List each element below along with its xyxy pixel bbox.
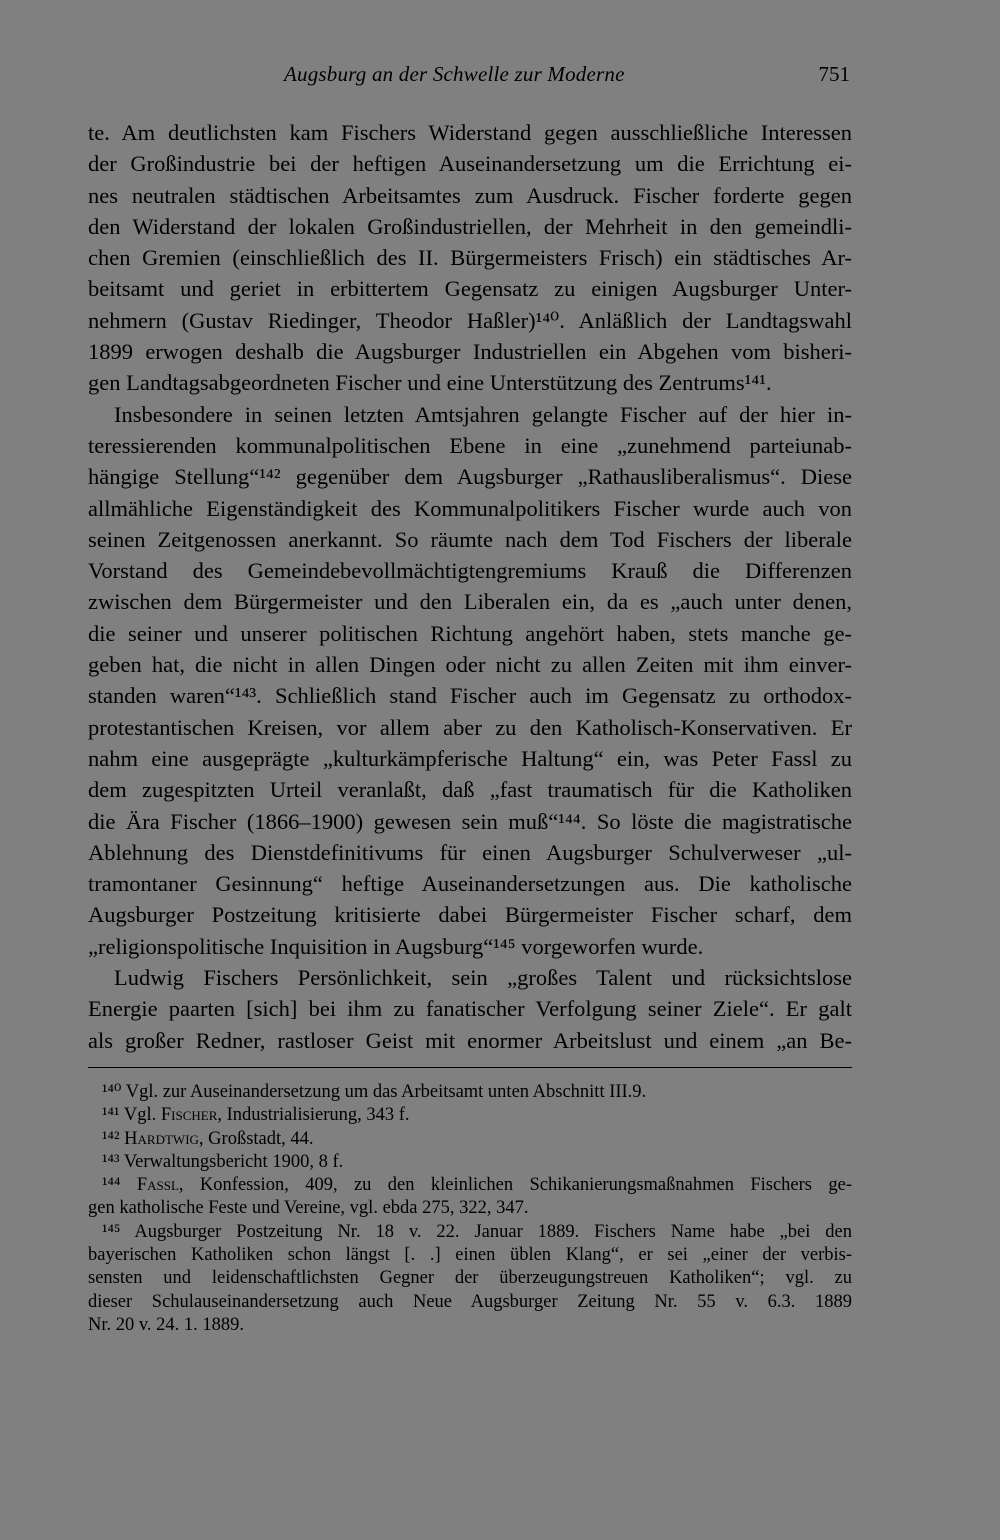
footnote-141 [88,1104,852,1127]
body-line: die Ära Fischer (1866–1900) gewesen sein muß“¹⁴⁴. So löste die magistratische [88,808,852,834]
footnotes [88,1081,852,1337]
body-line: Energie paarten [sich] bei ihm zu fanatischer Verfolgung seiner Ziele“. Er galt [88,996,852,1022]
footnote-text: Vgl. [123,1105,161,1126]
footnote-text: bayerischen Katholiken schon längst [. .] einen üblen Klang“, er sei „einer der verbis- [88,1245,852,1266]
body-line: zwischen dem Bürgermeister und den Liberalen ein, da es „auch unter denen, [88,589,852,615]
body-line: der Großindustrie bei der heftigen Auseinandersetzung um die Errichtung ei- [88,151,852,177]
footnote-text: , Großstadt, 44. [198,1128,314,1149]
body-line: „religionspolitische Inquisition in Augsburg“¹⁴⁵ vorgeworfen wurde. [88,933,704,959]
body-line: 1899 erwogen deshalb die Augsburger Industriellen ein Abgehen vom bisheri- [88,339,852,365]
body-line: tramontaner Gesinnung“ heftige Auseinandersetzungen aus. Die katholische [88,871,852,897]
body-line: Insbesondere in seinen letzten Amtsjahren gelangte Fischer auf der hier in- [114,401,852,427]
footnote-text: , Industrialisierung, 343 f. [217,1105,410,1126]
running-head [88,62,852,94]
footnote-text: gen katholische Feste und Vereine, vgl. ebda 275, 322, 347. [88,1198,529,1219]
body-line: Ludwig Fischers Persönlichkeit, sein „großes Talent und rücksichtslose [114,965,852,991]
body-line: dem zugespitzten Urteil veranlaßt, daß „fast traumatisch für die Katholiken [88,777,852,803]
body-line: gen Landtagsabgeordneten Fischer und eine Unterstützung des Zentrums¹⁴¹. [88,370,772,396]
footnote-author: Fassl [136,1175,179,1196]
body-text [88,117,852,1056]
footnote-divider [88,1067,852,1068]
body-line: Augsburger Postzeitung kritisierte dabei Bürgermeister Fischer scharf, dem [88,902,852,928]
footnote-144-cont [88,1197,852,1220]
footnote-144 [88,1174,852,1197]
body-line: als großer Redner, rastloser Geist mit enormer Arbeitslust und einem „an Be- [88,1027,852,1053]
footnote-number: ¹⁴³ [102,1151,120,1172]
body-line: Ablehnung des Dienstdefinitivums für einen Augsburger Schulverweser „ul- [88,839,852,865]
footnote-145 [88,1221,852,1244]
body-line: standen waren“¹⁴³. Schließlich stand Fischer auch im Gegensatz zu orthodox- [88,683,852,709]
footnote-text: , Konfession, 409, zu den kleinlichen Schikanierungsmaßnahmen Fischers ge- [178,1175,852,1196]
footnote-143 [88,1151,852,1174]
body-line: seinen Zeitgenossen anerkannt. So räumte nach dem Tod Fischers der liberale [88,526,852,552]
body-line: die seiner und unserer politischen Richtung angehört haben, stets manche ge- [88,620,852,646]
body-line: beitsamt und geriet in erbittertem Gegensatz zu einigen Augsburger Unter- [88,276,852,302]
footnote-author: Fischer [160,1105,218,1126]
footnote-text: sensten und leidenschaftlichsten Gegner der überzeugungstreuen Katholiken“; vgl. zu [88,1268,852,1289]
footnote-145-cont [88,1244,852,1267]
footnote-145-cont [88,1291,852,1314]
footnote-author: Hardtwig [124,1128,199,1149]
footnote-142 [88,1128,852,1151]
footnote-text: Augsburger Postzeitung Nr. 18 v. 22. Januar 1889. Fischers Name habe „bei den [134,1221,852,1242]
footnote-text: Nr. 20 v. 24. 1. 1889. [88,1314,245,1335]
body-line: teressierenden kommunalpolitischen Ebene in eine „zunehmend parteiunab- [88,432,852,458]
footnote-number: ¹⁴⁴ [102,1175,121,1196]
footnote-145-cont [88,1314,852,1337]
running-title: Augsburg an der Schwelle zur Moderne [284,62,625,86]
footnote-number: ¹⁴¹ [102,1105,120,1126]
body-line: protestantischen Kreisen, vor allem aber zu den Katholisch-Konservativen. Er [88,714,852,740]
body-line: den Widerstand der lokalen Großindustriellen, der Mehrheit in den gemeindli- [88,213,852,239]
body-line: te. Am deutlichsten kam Fischers Widerstand gegen ausschließliche Interessen [88,120,852,145]
footnote-number: ¹⁴⁰ [102,1082,122,1102]
body-line: nahm eine ausgeprägte „kulturkämpferische Haltung“ ein, was Peter Fassl zu [88,745,852,771]
body-line: allmähliche Eigenständigkeit des Kommunalpolitikers Fischer wurde auch von [88,495,852,521]
footnote-145-cont [88,1267,852,1290]
footnote-number: ¹⁴² [102,1128,120,1149]
body-line: Vorstand des Gemeindebevollmächtigtengremiums Krauß die Differenzen [88,558,852,584]
footnote-number: ¹⁴⁵ [102,1221,121,1242]
footnote-text: dieser Schulauseinandersetzung auch Neue Augsburger Zeitung Nr. 55 v. 6.3. 1889 [88,1291,852,1312]
body-line: chen Gremien (einschließlich des II. Bürgermeisters Frisch) ein städtisches Ar- [88,245,852,271]
body-line: nes neutralen städtischen Arbeitsamtes zum Ausdruck. Fischer forderte gegen [88,182,852,208]
page-number: 751 [818,62,850,86]
body-line: hängige Stellung“¹⁴² gegenüber dem Augsburger „Rathausliberalismus“. Diese [88,464,852,490]
body-line: nehmern (Gustav Riedinger, Theodor Haßler)¹⁴⁰. Anläßlich der Landtagswahl [88,307,852,333]
footnote-140 [88,1081,852,1104]
footnote-text: Vgl. zur Auseinandersetzung um das Arbeitsamt unten Abschnitt III.9. [125,1082,647,1102]
footnote-text: Verwaltungsbericht 1900, 8 f. [123,1151,344,1172]
body-line: geben hat, die nicht in allen Dingen oder nicht zu allen Zeiten mit ihm einver- [88,652,852,678]
